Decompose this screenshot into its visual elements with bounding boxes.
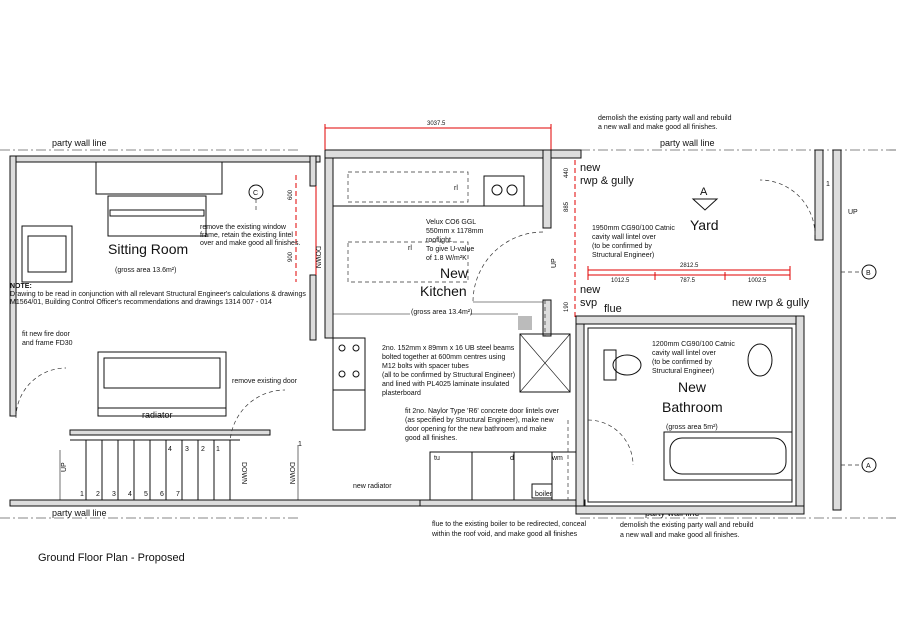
party-wall-lines (0, 150, 899, 518)
demolish-top-note-1: demolish the existing party wall and rebuild (598, 115, 732, 122)
velux-note-2: 550mm x 1178mm (426, 228, 484, 235)
sitting-room-furniture (22, 162, 226, 416)
dim-seg-3: 1002.5 (748, 278, 767, 284)
boiler-label: boiler (535, 491, 553, 498)
tumble-dryer-label: tu (434, 455, 440, 462)
party-wall-label-top-left: party wall line (52, 138, 107, 148)
beams-note-1: 2no. 152mm x 89mm x 16 UB steel beams (382, 345, 515, 352)
dim-window-900: 900 (288, 251, 294, 262)
lintel-1200-note-1: 1200mm CG90/100 Catnic (652, 341, 735, 348)
rwp-right-label: new rwp & gully (732, 297, 810, 309)
stair-number-2: 2 (96, 491, 100, 498)
down-label-1: DOWN (314, 246, 321, 269)
stair-number-6: 6 (160, 491, 164, 498)
kitchen-area: (gross area 13.4m²) (411, 309, 473, 316)
yard-marker-label: A (700, 186, 708, 198)
velux-note-4: To give U-value (426, 246, 475, 253)
section-marker-b-label: B (866, 270, 871, 277)
washing-machine-label: wm (552, 455, 563, 462)
dim-yard-width: 2812.5 (680, 263, 699, 269)
section-marker-c-label: C (253, 190, 259, 197)
dim-kitchen-width: 3037.5 (427, 121, 446, 127)
yard-one: 1 (826, 181, 830, 188)
beams-note-2: bolted together at 600mm centres using (382, 354, 506, 361)
velux-note-3: rooflight. (426, 237, 453, 244)
stair-number-top-2: 2 (201, 446, 205, 453)
kitchen-name-1: New (440, 265, 469, 281)
section-marker-c (249, 185, 263, 210)
down-label-2: DOWN (240, 462, 247, 485)
bathroom-name-2: Bathroom (662, 399, 723, 415)
remove-door-note: remove existing door (232, 378, 297, 385)
stair-number-4: 4 (128, 491, 132, 498)
yard-name: Yard (690, 217, 719, 233)
sitting-room-area: (gross area 13.6m²) (115, 267, 177, 274)
lintel-r6-note-4: good all finishes. (405, 435, 458, 442)
note-heading: NOTE: (10, 283, 32, 290)
radiator-label: radiator (142, 410, 173, 420)
kitchen-name-2: Kitchen (420, 283, 467, 299)
note-line-2: M1564/01, Building Control Officer's recommendations and drawings 1314 007 - 014 (10, 299, 272, 306)
dim-v-440: 440 (564, 167, 570, 178)
svp-1: new (580, 284, 601, 296)
beams-note-5: and lined with PL4025 laminate insulated (382, 381, 510, 388)
dim-v-190: 190 (564, 301, 570, 312)
dishwasher-label: d (510, 455, 514, 462)
bathroom-area: (gross area 5m²) (666, 424, 718, 431)
demolish-bottom-note-1: demolish the existing party wall and rebuild (620, 522, 754, 529)
velux-note-5: of 1.8 W/m²K (426, 255, 467, 262)
beams-note-3: M12 bolts with spacer tubes (382, 363, 469, 370)
lintel-r6-note-1: fit 2no. Naylor Type 'R6' concrete door lintels over (405, 408, 559, 415)
demolish-bottom-note-2: a new wall and make good all finishes. (620, 532, 740, 539)
party-wall-label-top-right: party wall line (660, 138, 715, 148)
drawing-title: Ground Floor Plan - Proposed (38, 552, 185, 564)
stair-number-top-4: 4 (168, 446, 172, 453)
party-wall-label-bottom-left: party wall line (52, 508, 107, 518)
fire-door-note-1: fit new fire door (22, 331, 70, 338)
rwp-top-1: new (580, 162, 601, 174)
rl-label-1: rl (454, 185, 458, 192)
shower-area (520, 334, 570, 392)
flue-boiler-note-2: within the roof void, and make good all finishes (432, 531, 578, 538)
stair-number-1: 1 (80, 491, 84, 498)
stair-number-top-3: 3 (185, 446, 189, 453)
lintel-1950-note-3: (to be confirmed by (592, 243, 652, 250)
flue-label: flue (604, 303, 622, 315)
new-radiator-label: new radiator (353, 483, 392, 490)
flue-boiler-note-1: flue to the existing boiler to be redirected, conceal (432, 521, 587, 528)
lintel-1950-note-2: cavity wall lintel over (592, 234, 656, 241)
sitting-room-walls (10, 156, 420, 506)
beams-note-6: plasterboard (382, 390, 421, 397)
stair-number-top-1: 1 (216, 446, 220, 453)
lintel-r6-note-2: (as specified by Structural Engineer), make new (405, 417, 554, 424)
yard-marker-a (693, 199, 717, 210)
dim-seg-1: 1012.5 (611, 278, 630, 284)
section-marker-a-right (841, 458, 876, 472)
lintel-1200-note-2: cavity wall lintel over (652, 350, 716, 357)
down-label-3: DOWN (288, 462, 295, 485)
note-line-1: Drawing to be read in conjunction with all relevant Structural Engineer's calculations & drawings (10, 291, 306, 298)
window-note-line-3: over and make good all finishes. (200, 240, 301, 247)
fire-door-note-2: and frame FD30 (22, 340, 73, 347)
lintel-1950-note-4: Structural Engineer) (592, 252, 655, 259)
demolish-top-note-2: a new wall and make good all finishes. (598, 124, 718, 131)
dim-window-600: 600 (288, 189, 294, 200)
section-marker-a-label: A (866, 463, 871, 470)
lintel-1200-note-3: (to be confirmed by (652, 359, 712, 366)
window-note-line-1: remove the existing window (200, 224, 286, 231)
dim-seg-2: 787.5 (680, 278, 696, 284)
section-marker-b (841, 265, 876, 279)
up-label-yard: UP (848, 209, 858, 216)
svp-2: svp (580, 297, 598, 309)
stair-one: 1 (298, 441, 302, 448)
stair-number-7: 7 (176, 491, 180, 498)
window-note-line-2: frame, retain the existing lintel (200, 232, 293, 239)
beams-note-4: (all to be confirmed by Structural Engineer) (382, 372, 516, 379)
stair-number-5: 5 (144, 491, 148, 498)
up-label-stairs: UP (61, 462, 68, 472)
up-label-kitchen: UP (551, 258, 558, 268)
velux-note-1: Velux CO6 GGL (426, 219, 477, 226)
lintel-r6-note-3: door opening for the new bathroom and make (405, 426, 547, 433)
dim-v-885: 885 (564, 201, 570, 212)
rl-label-2: rl (408, 245, 412, 252)
lintel-1950-note-1: 1950mm CG90/100 Catnic (592, 225, 675, 232)
stair-number-3: 3 (112, 491, 116, 498)
rwp-top-2: rwp & gully (580, 175, 634, 187)
bathroom-name-1: New (678, 379, 707, 395)
lintel-1200-note-4: Structural Engineer) (652, 368, 715, 375)
sitting-room-name: Sitting Room (108, 241, 189, 257)
